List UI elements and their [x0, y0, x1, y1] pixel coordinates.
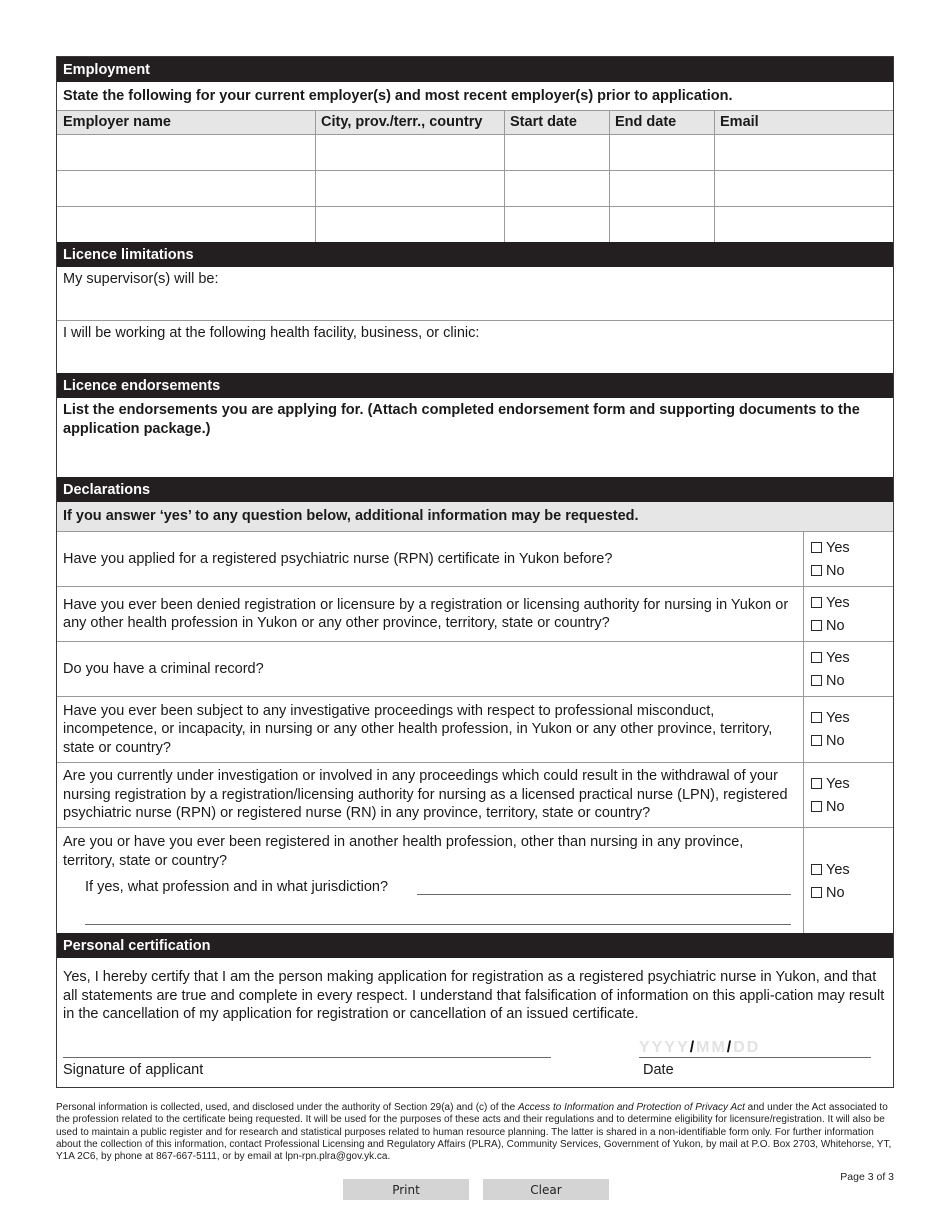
declaration-answer-1 — [811, 536, 891, 582]
certification-title: Personal certification — [63, 937, 211, 954]
declaration-answer-3 — [811, 646, 891, 692]
date-placeholder — [639, 1039, 760, 1057]
employment-instruction: State the following for your current employer(s) and most recent employer(s) prior to application. — [63, 87, 733, 104]
yes-label: Yes — [826, 649, 850, 666]
employer-end-date-field-2[interactable] — [610, 171, 714, 206]
endorsements-header — [57, 373, 893, 398]
column-email: Email — [720, 114, 759, 130]
application-form — [56, 56, 894, 1088]
limitations-header — [57, 242, 893, 267]
yes-option[interactable] — [811, 706, 891, 729]
certification-text: Yes, I hereby certify that I am the person making application for registration as a registered psychiatric nurse in Yukon, and that all statements are true and complete in every respect. I understand that falsification of information on this appli-cation may result in the cancellation of my application for registration or cancellation of an issued certificate. — [63, 969, 885, 1022]
declaration-answer-6 — [811, 858, 891, 904]
yes-checkbox[interactable] — [811, 542, 822, 553]
certification-header — [57, 933, 893, 958]
yes-checkbox[interactable] — [811, 652, 822, 663]
column-city: City, prov./terr., country — [321, 114, 483, 130]
employer-email-field-1[interactable] — [715, 135, 893, 170]
date-separator: / — [726, 1039, 734, 1056]
employer-city-field-3[interactable] — [316, 207, 504, 242]
no-option[interactable] — [811, 669, 891, 692]
declaration-question-3: Do you have a criminal record? — [63, 660, 264, 677]
employment-title: Employment — [63, 61, 151, 78]
date-line — [639, 1057, 871, 1058]
no-option[interactable] — [811, 559, 891, 582]
no-label: No — [826, 884, 845, 901]
signature-line[interactable] — [63, 1057, 551, 1058]
endorsements-title: Licence endorsements — [63, 377, 221, 394]
supervisor-label: My supervisor(s) will be: — [63, 271, 219, 287]
yes-checkbox[interactable] — [811, 864, 822, 875]
followup-input-line-2[interactable] — [85, 924, 791, 925]
no-label: No — [826, 617, 845, 634]
employer-city-field-1[interactable] — [316, 135, 504, 170]
endorsements-instruction: List the endorsements you are applying for. (Attach completed endorsement form and supporting documents to the application package.) — [63, 402, 860, 437]
employer-name-field-2[interactable] — [57, 171, 315, 206]
followup-label: If yes, what profession and in what jurisdiction? — [85, 879, 389, 895]
yes-checkbox[interactable] — [811, 597, 822, 608]
column-divider — [803, 531, 804, 933]
yes-checkbox[interactable] — [811, 712, 822, 723]
date-label: Date — [643, 1062, 674, 1078]
print-button[interactable]: Print — [343, 1179, 469, 1200]
yes-label: Yes — [826, 539, 850, 556]
yes-label: Yes — [826, 594, 850, 611]
no-option[interactable] — [811, 614, 891, 637]
privacy-text-start: Personal information is collected, used, and disclosed under the authority of Section 29(a) and (c) of the — [56, 1102, 518, 1113]
declaration-answer-4 — [811, 706, 891, 752]
declaration-answer-5 — [811, 772, 891, 818]
yes-option[interactable] — [811, 646, 891, 669]
no-label: No — [826, 672, 845, 689]
yes-option[interactable] — [811, 772, 891, 795]
employer-name-field-3[interactable] — [57, 207, 315, 242]
yes-label: Yes — [826, 775, 850, 792]
employer-end-date-field-3[interactable] — [610, 207, 714, 242]
column-start-date: Start date — [510, 114, 577, 130]
employer-end-date-field-1[interactable] — [610, 135, 714, 170]
no-checkbox[interactable] — [811, 735, 822, 746]
declarations-header — [57, 477, 893, 502]
yes-option[interactable] — [811, 591, 891, 614]
declaration-question-6: Are you or have you ever been registered in another health profession, other than nursing in any province, territory, state or country? — [63, 834, 744, 869]
column-end-date: End date — [615, 114, 677, 130]
employer-start-date-field-2[interactable] — [505, 171, 609, 206]
date-day-placeholder: DD — [733, 1039, 761, 1056]
yes-checkbox[interactable] — [811, 778, 822, 789]
employment-header — [57, 57, 893, 82]
no-checkbox[interactable] — [811, 801, 822, 812]
yes-option[interactable] — [811, 536, 891, 559]
divider — [57, 827, 893, 828]
page-number: Page 3 of 3 — [840, 1171, 894, 1183]
employer-start-date-field-3[interactable] — [505, 207, 609, 242]
employer-email-field-2[interactable] — [715, 171, 893, 206]
no-checkbox[interactable] — [811, 675, 822, 686]
yes-label: Yes — [826, 861, 850, 878]
no-checkbox[interactable] — [811, 565, 822, 576]
facility-field[interactable] — [57, 321, 893, 373]
no-label: No — [826, 732, 845, 749]
yes-label: Yes — [826, 709, 850, 726]
no-label: No — [826, 798, 845, 815]
declaration-question-5: Are you currently under investigation or involved in any proceedings which could result in the withdrawal of your nursing registration by a registration/licensing authority for nursing as a licensed practical nurse (LPN), registered psychiatric nurse (RPN) or registered nurse (RN) in any province, territory, state or country? — [63, 768, 788, 822]
date-year-placeholder: YYYY — [639, 1039, 690, 1056]
facility-label: I will be working at the following health facility, business, or clinic: — [63, 325, 480, 341]
declaration-question-4: Have you ever been subject to any investigative proceedings with respect to professional misconduct, incompetence, or incapacity, in nursing or any other health profession, in Yukon or any other province, territory, state or country? — [63, 702, 773, 756]
clear-button[interactable]: Clear — [483, 1179, 609, 1200]
date-field[interactable] — [639, 1039, 871, 1059]
privacy-text-end: and under the Act associated to the profession related to the certificate being requested. It will be used for the purposes of these acts and their regulations and to determine eligibility for licensure/registration. It will also be used to maintain a public register and for research and statistical purposes related to human resource planning. The latter is shared in a non-identifiable form only. For further information about the collection of this information, contact Professional Licensing and Regulatory Affairs (PLRA), Community Services, Government of Yukon, by mail at P.O. Box 2703, Whitehorse, YT, Y1A 2C6, by phone at 867-667-5111, or by email at lpn-rpn.plra@gov.yk.ca. — [56, 1102, 892, 1163]
limitations-title: Licence limitations — [63, 246, 194, 263]
declaration-answer-2 — [811, 591, 891, 637]
column-employer-name: Employer name — [63, 114, 171, 130]
no-label: No — [826, 562, 845, 579]
declaration-question-1: Have you applied for a registered psychiatric nurse (RPN) certificate in Yukon before? — [63, 550, 613, 567]
endorsements-field[interactable] — [57, 398, 893, 477]
no-checkbox[interactable] — [811, 887, 822, 898]
no-option[interactable] — [811, 729, 891, 752]
employer-start-date-field-1[interactable] — [505, 135, 609, 170]
employer-email-field-3[interactable] — [715, 207, 893, 242]
employer-name-field-1[interactable] — [57, 135, 315, 170]
followup-input-line-1[interactable] — [417, 894, 791, 895]
signature-label: Signature of applicant — [63, 1062, 204, 1078]
declarations-title: Declarations — [63, 481, 151, 498]
supervisor-field[interactable] — [57, 267, 893, 320]
date-separator: / — [689, 1039, 697, 1056]
declarations-instruction: If you answer ‘yes’ to any question below, additional information may be requested. — [57, 502, 893, 531]
yes-option[interactable] — [811, 858, 891, 881]
no-option[interactable] — [811, 881, 891, 904]
privacy-notice — [56, 1102, 896, 1163]
employer-city-field-2[interactable] — [316, 171, 504, 206]
no-checkbox[interactable] — [811, 620, 822, 631]
date-month-placeholder: MM — [696, 1039, 727, 1056]
no-option[interactable] — [811, 795, 891, 818]
declaration-question-2: Have you ever been denied registration or licensure by a registration or licensing authority for nursing in Yukon or any other health profession in Yukon or any other province, territory, state or country? — [63, 596, 789, 631]
privacy-act-name: Access to Information and Protection of Privacy Act — [517, 1102, 745, 1113]
